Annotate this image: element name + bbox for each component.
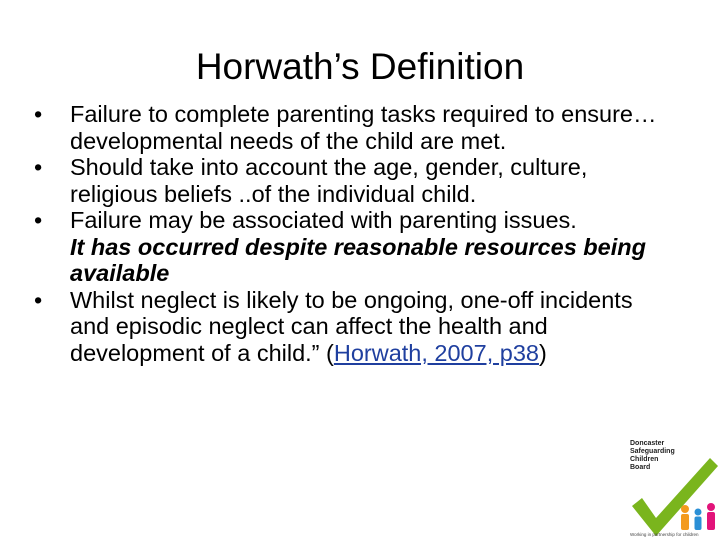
bullet-text: Failure to complete parenting tasks required to ensure… developmental needs of the child are met. — [70, 101, 657, 154]
logo-line: Children — [630, 456, 659, 463]
dscb-logo — [628, 440, 720, 540]
family-figures-icon — [681, 503, 715, 530]
bullet-item — [34, 207, 674, 287]
bullet-list — [34, 101, 674, 366]
logo-wordmark — [630, 440, 694, 472]
logo-line: Safeguarding — [630, 448, 675, 455]
bullet-text: Should take into account the age, gender, culture, religious beliefs ..of the individual child. — [70, 154, 588, 207]
citation-link[interactable]: Horwath, 2007, p38 — [333, 339, 539, 366]
slide-title: Horwath’s Definition — [195, 46, 525, 87]
bullet-item — [34, 287, 674, 367]
emphasis-text: It has occurred despite reasonable resources being available — [70, 233, 646, 286]
bullet-text: Failure may be associated with parenting issues. — [70, 207, 577, 233]
logo-tagline: Working in partnership for children — [630, 532, 699, 537]
bullet-text-end: ) — [538, 339, 547, 366]
bullet-text: Whilst neglect is likely to be ongoing, one-off incidents and episodic neglect can affect the health and development of a child.” ( — [70, 286, 633, 366]
logo-line: Board — [630, 464, 651, 471]
logo-line: Doncaster — [630, 440, 665, 447]
bullet-item — [34, 101, 674, 154]
bullet-item — [34, 154, 674, 207]
